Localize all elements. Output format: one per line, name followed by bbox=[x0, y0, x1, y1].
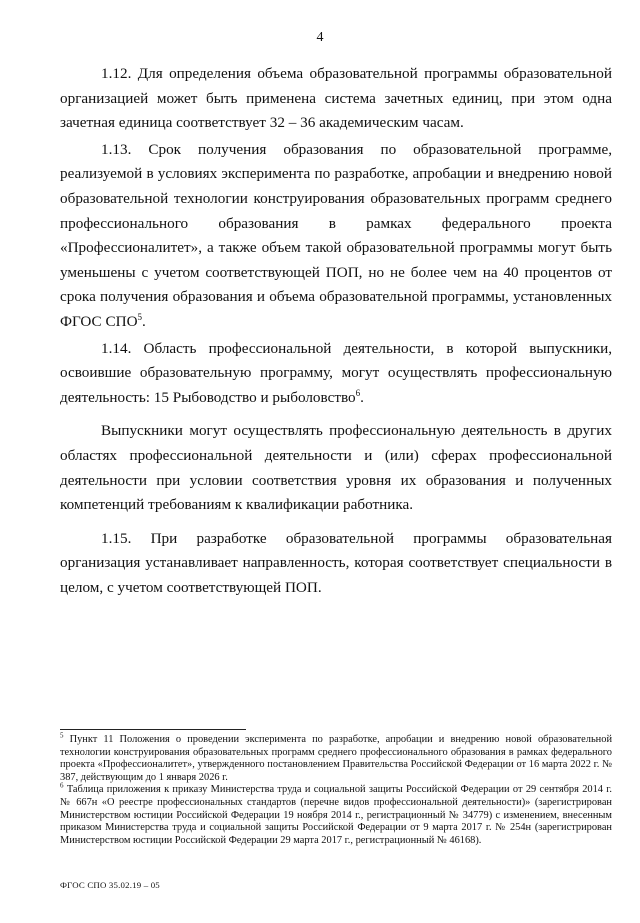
paragraph-1-14 bbox=[60, 337, 612, 411]
paragraph-text: 1.15. При разработке образовательной программы образовательная организация устанавливает направленность, которая соответствует специальности в целом, с учетом соответствующей ПОП. bbox=[60, 529, 612, 596]
paragraph-text: 1.14. Область профессиональной деятельности, в которой выпускники, освоившие образовательную программу, могут осуществлять профессиональную деятельность: 15 Рыбоводство и рыболовство bbox=[60, 339, 612, 406]
main-text bbox=[60, 62, 612, 609]
footnote-text: Таблица приложения к приказу Министерства труда и социальной защиты Российской Федерации от 29 сентября 2014 г. № 667н «О реестре профессиональных стандартов (перечне видов профессиональной деятельности)» (зарегистрирован Министерством юстиции Российской Федерации 19 ноября 2014 г., регистрационный № 34779) с изменением, внесенным приказом Министерства труда и социальной защиты Российской Федерации от 9 марта 2017 г. № 254н (зарегистрирован Министерством юстиции Российской Федерации 29 марта 2017 г., регистрационный № 46168). bbox=[60, 784, 612, 846]
document-footer: ФГОС СПО 35.02.19 – 05 bbox=[60, 880, 160, 890]
footnote-5 bbox=[60, 731, 612, 784]
paragraph-tail: . bbox=[142, 312, 146, 330]
paragraph-graduates bbox=[60, 419, 612, 517]
paragraph-1-15 bbox=[60, 527, 612, 601]
paragraph-tail: . bbox=[360, 388, 364, 406]
footnote-ref-6: 6 bbox=[355, 387, 361, 398]
paragraph-text: Выпускники могут осуществлять профессиональную деятельность в других областях профессиональной деятельности и (или) сферах профессиональной деятельности при условии соответствия уровня их образования и полученных компетенций требованиям к квалификации работника. bbox=[60, 422, 612, 514]
footnote-mark: 6 bbox=[60, 781, 64, 790]
paragraph-1-13 bbox=[60, 138, 612, 335]
footnote-6 bbox=[60, 781, 612, 847]
paragraph-1-12 bbox=[60, 62, 612, 136]
footnote-text: Пункт 11 Положения о проведении эксперимента по разработке, апробации и внедрению новой образовательной технологии конструирования образовательных программ среднего профессионального образования в рамках федерального проекта «Профессионалитет», утвержденного постановлением Правительства Российской Федерации от 16 марта 2022 г. № 387, действующим до 1 января 2026 г. bbox=[60, 734, 612, 783]
paragraph-text: 1.13. Срок получения образования по образовательной программе, реализуемой в условиях эксперимента по разработке, апробации и внедрению новой образовательной технологии конструирования образовательных программ среднего профессионального образования в рамках федерального проекта «Профессионалитет», а также объем такой образовательной программы могут быть уменьшены с учетом соответствующей ПОП, но не более чем на 40 процентов от срока получения образования и объема образовательной программы, установленных ФГОС СПО bbox=[60, 140, 612, 330]
footnote-separator bbox=[60, 729, 246, 730]
footnote-mark: 5 bbox=[60, 731, 64, 740]
page-number: 4 bbox=[316, 30, 324, 45]
footnote-ref-5: 5 bbox=[137, 311, 143, 322]
footnotes bbox=[60, 731, 612, 847]
paragraph-text: 1.12. Для определения объема образовательной программы образовательной организацией может быть применена система зачетных единиц, при этом одна зачетная единица соответствует 32 – 36 академическим часам. bbox=[60, 65, 612, 132]
